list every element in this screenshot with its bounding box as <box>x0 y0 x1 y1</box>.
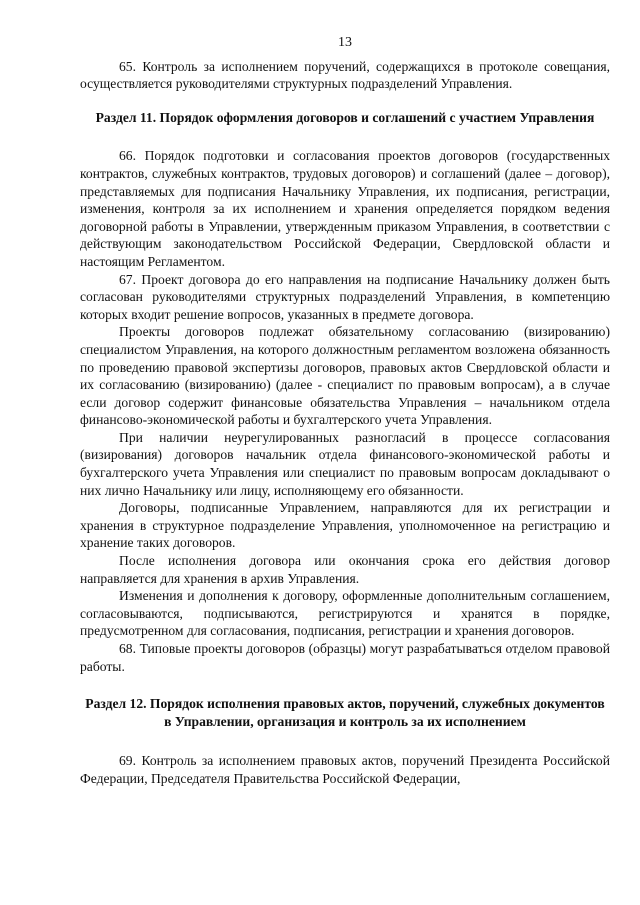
page-number: 13 <box>338 35 352 50</box>
paragraph-approval: Проекты договоров подлежат обязательному согласованию (визированию) специалистом Управления, на которого должностным регламентом возложена обязанность по проведению правовой экспертизы договоров, правовых актов Свердловской области и их согласованию (визированию) (далее - специалист по правовым вопросам), а в случае если договор содержит финансовые обязательства Управления – начальником отдела финансово-экономической работы и бухгалтерского учета Управления. <box>80 324 610 428</box>
paragraph-amendments: Изменения и дополнения к договору, оформленные дополнительным соглашением, согласовываются, подписываются, регистрируются и хранятся в порядке, предусмотренном для согласования, подписания, регистрации и хранения договоров. <box>80 588 610 639</box>
section-12-heading: Раздел 12. Порядок исполнения правовых актов, поручений, служебных документов в Управлении, организация и контроль за их исполнением <box>85 696 605 729</box>
paragraph-registration: Договоры, подписанные Управлением, направляются для их регистрации и хранения в структурное подразделение Управления, уполномоченное на регистрацию и хранение таких договоров. <box>80 500 610 551</box>
paragraph-65: 65. Контроль за исполнением поручений, содержащихся в протоколе совещания, осуществляется руководителями структурных подразделений Управления. <box>80 58 610 92</box>
section-11-heading: Раздел 11. Порядок оформления договоров и соглашений с участием Управления <box>95 109 595 125</box>
paragraph-disagreements: При наличии неурегулированных разногласий в процессе согласования (визирования) договоров начальник отдела финансового-экономической работы и бухгалтерского учета Управления или специалист по правовым вопросам докладывают о них лично Начальнику или лицу, исполняющему его обязанности. <box>80 429 610 498</box>
paragraph-69: 69. Контроль за исполнением правовых актов, поручений Президента Российской Федерации, Председателя Правительства Российской Федерации, <box>80 753 610 786</box>
paragraph-66: 66. Порядок подготовки и согласования проектов договоров (государственных контрактов, служебных контрактов, трудовых договоров) и соглашений (далее – договор), представляемых для подписания Начальнику Управления, их подписания, регистрации, изменения, контроля за их исполнением и хранения определяется порядком ведения договорной работы в Управлении, утвержденным приказом Управления, в соответствии с действующим законодательством Российской Федерации, Свердловской области и настоящим Регламентом. <box>80 148 610 269</box>
paragraph-67: 67. Проект договора до его направления на подписание Начальнику должен быть согласован руководителями структурных подразделений Управления, в компетенцию которых входит решение вопросов, указанных в предмете договора. <box>80 271 610 322</box>
paragraph-68: 68. Типовые проекты договоров (образцы) могут разрабатываться отделом правовой работы. <box>80 641 610 674</box>
paragraph-archive: После исполнения договора или окончания срока его действия договор направляется для хранения в архив Управления. <box>80 553 610 586</box>
